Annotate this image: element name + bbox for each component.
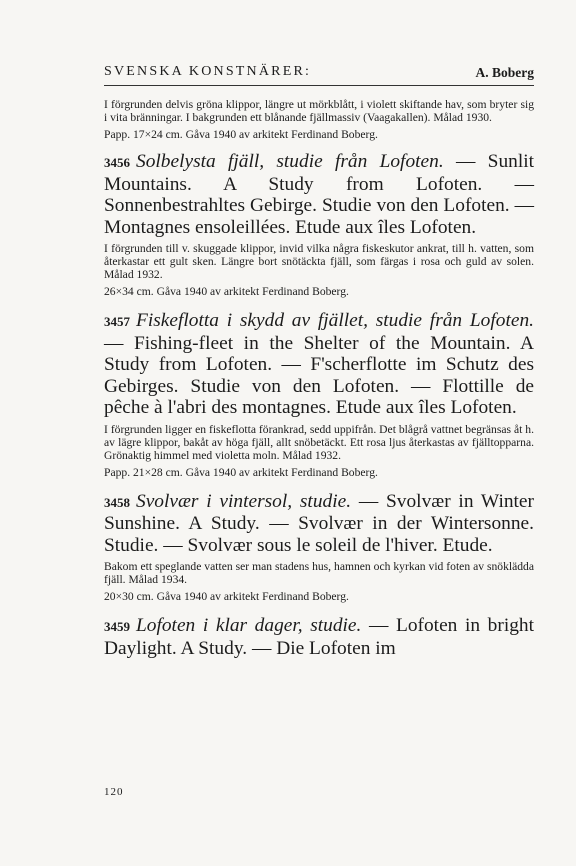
catalogue-entry <box>104 615 534 659</box>
entry-heading <box>104 310 534 419</box>
entry-title-swedish: Svolvær i vintersol, studie. <box>136 490 352 512</box>
header-series-title: SVENSKA KONSTNÄRER: <box>104 64 312 79</box>
running-header <box>104 63 534 85</box>
catalogue-entry <box>104 491 534 604</box>
catalogue-entry <box>104 151 534 298</box>
entry-title-swedish: Lofoten i klar dager, studie. <box>136 615 362 636</box>
entry-description: Bakom ett speglande vatten ser man stadens hus, hamnen och kyrkan vid foten av snöklädda fjäll. Målad 1934. <box>104 560 534 586</box>
entry-heading <box>104 615 534 659</box>
entry-provenance: 26×34 cm. Gåva 1940 av arkitekt Ferdinand Boberg. <box>104 285 349 298</box>
header-rule <box>104 85 534 86</box>
entry-heading <box>104 491 534 557</box>
entry-title-translations: — Svolvær in Winter Sunshine. A Study. — Svolvær in der Wintersonne. Studie. — Svolvær sous le soleil de l'hiver. Etude. <box>104 490 534 556</box>
entry-description: I förgrunden till v. skuggade klippor, invid vilka några fiskeskutor ankrat, till h. vatten, som återkastar ett gult sken. Längre bort snötäckta fjäll, som färgas i rosa och guld av solen. Målad 1932. <box>104 242 534 281</box>
entry-number: 3457 <box>104 314 130 329</box>
entry-provenance: Papp. 21×28 cm. Gåva 1940 av arkitekt Ferdinand Boberg. <box>104 465 378 479</box>
entry-number: 3458 <box>104 494 130 510</box>
entry-title-translations: — Sunlit Mountains. A Study from Lofoten. — Sonnenbestrahltes Gebirge. Studie von den Lofoten. — Montagnes ensoleillées. Etude aux îles Lofoten. <box>104 151 534 238</box>
catalogue-text <box>104 98 534 663</box>
entry-title-swedish: Fiskeflotta i skydd av fjället, studie från Lofoten. <box>136 310 534 331</box>
entry-provenance: 20×30 cm. Gåva 1940 av arkitekt Ferdinand Boberg. <box>104 590 349 603</box>
entry-number: 3456 <box>104 155 130 170</box>
entry-title-translations: — Lofoten in bright Daylight. A Study. — Die Lofoten im <box>104 615 534 659</box>
header-artist-name: A. Boberg <box>475 65 534 80</box>
entry-title-swedish: Solbelysta fjäll, studie från Lofoten. <box>136 151 444 172</box>
page-number: 120 <box>104 786 124 798</box>
entry-number: 3459 <box>104 619 130 634</box>
intro-description: I förgrunden delvis gröna klippor, längre ut mörkblått, i violett skiftande hav, som bryter sig i vita bränningar. I bakgrunden ett blånande fjällmassiv (Vaagakallen). Målad 1930. <box>104 98 534 124</box>
entry-description: I förgrunden ligger en fiskeflotta förankrad, sedd uppifrån. Det blågrå vattnet begränsas åt h. av lägre klippor, bakåt av höga fjäll, allt snöbetäckt. Ett rosa ljus återkastas av fjälltopparna. Grönaktig himmel med violetta moln. Målad 1932. <box>104 422 534 462</box>
entry-heading <box>104 151 534 238</box>
entry-title-translations: — Fishing-fleet in the Shelter of the Mountain. A Study from Lofoten. — F'scherflotte im Schutz des Gebirges. Studie von den Lofoten. — Flottille de pêche à l'abri des montagnes. Etude aux îles Lofoten. <box>104 332 534 418</box>
catalogue-entry <box>104 310 534 479</box>
intro-provenance: Papp. 17×24 cm. Gåva 1940 av arkitekt Ferdinand Boberg. <box>104 128 378 141</box>
